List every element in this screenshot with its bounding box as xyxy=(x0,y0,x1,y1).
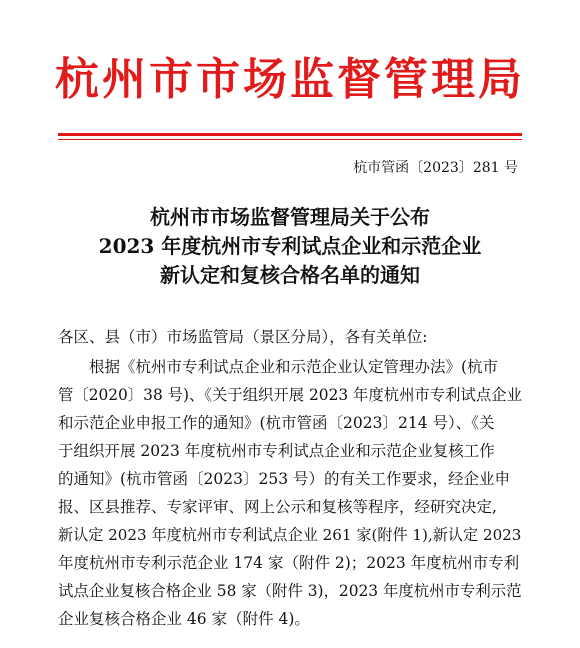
notice-title-line: 2023 年度杭州市专利试点企业和示范企业 xyxy=(98,234,482,258)
body-line: 报、区县推荐、专家评审、网上公示和复核等程序，经研究决定, xyxy=(58,498,497,516)
header-rule-thick xyxy=(58,133,522,136)
document-number: 杭市管函〔2023〕281 号 xyxy=(353,160,518,176)
body-line: 企业复核合格企业 46 家（附件 4)。 xyxy=(58,610,310,628)
salutation: 各区、县（市）市场监管局（景区分局），各有关单位: xyxy=(58,328,428,346)
body-line: 的通知》(杭市管函〔2023〕253 号）的有关工作要求，经企业申 xyxy=(58,470,511,488)
header-rule-thin xyxy=(58,139,522,140)
body-line: 管〔2020〕38 号)、《关于组织开展 2023 年度杭州市专利试点企业 xyxy=(58,386,522,404)
body-line: 于组织开展 2023 年度杭州市专利试点企业和示范企业复核工作 xyxy=(58,442,495,460)
notice-title-line: 杭州市市场监督管理局关于公布 xyxy=(150,205,430,229)
body-line: 新认定 2023 年度杭州市专利试点企业 261 家(附件 1),新认定 2023 xyxy=(58,526,522,544)
body-line: 根据《杭州市专利试点企业和示范企业认定管理办法》(杭市 xyxy=(58,358,499,376)
body-line: 试点企业复核合格企业 58 家（附件 3)，2023 年度杭州市专利示范 xyxy=(58,582,522,600)
notice-title-line: 新认定和复核合格名单的通知 xyxy=(160,263,420,287)
body-line: 年度杭州市专利示范企业 174 家（附件 2)；2023 年度杭州市专利 xyxy=(58,554,520,572)
body-paragraph xyxy=(58,353,522,633)
body-line: 和示范企业申报工作的通知》(杭市管函〔2023〕214 号）、《关 xyxy=(58,414,495,432)
notice-title xyxy=(0,203,580,290)
issuing-authority-header: 杭州市市场监督管理局 xyxy=(55,54,525,105)
